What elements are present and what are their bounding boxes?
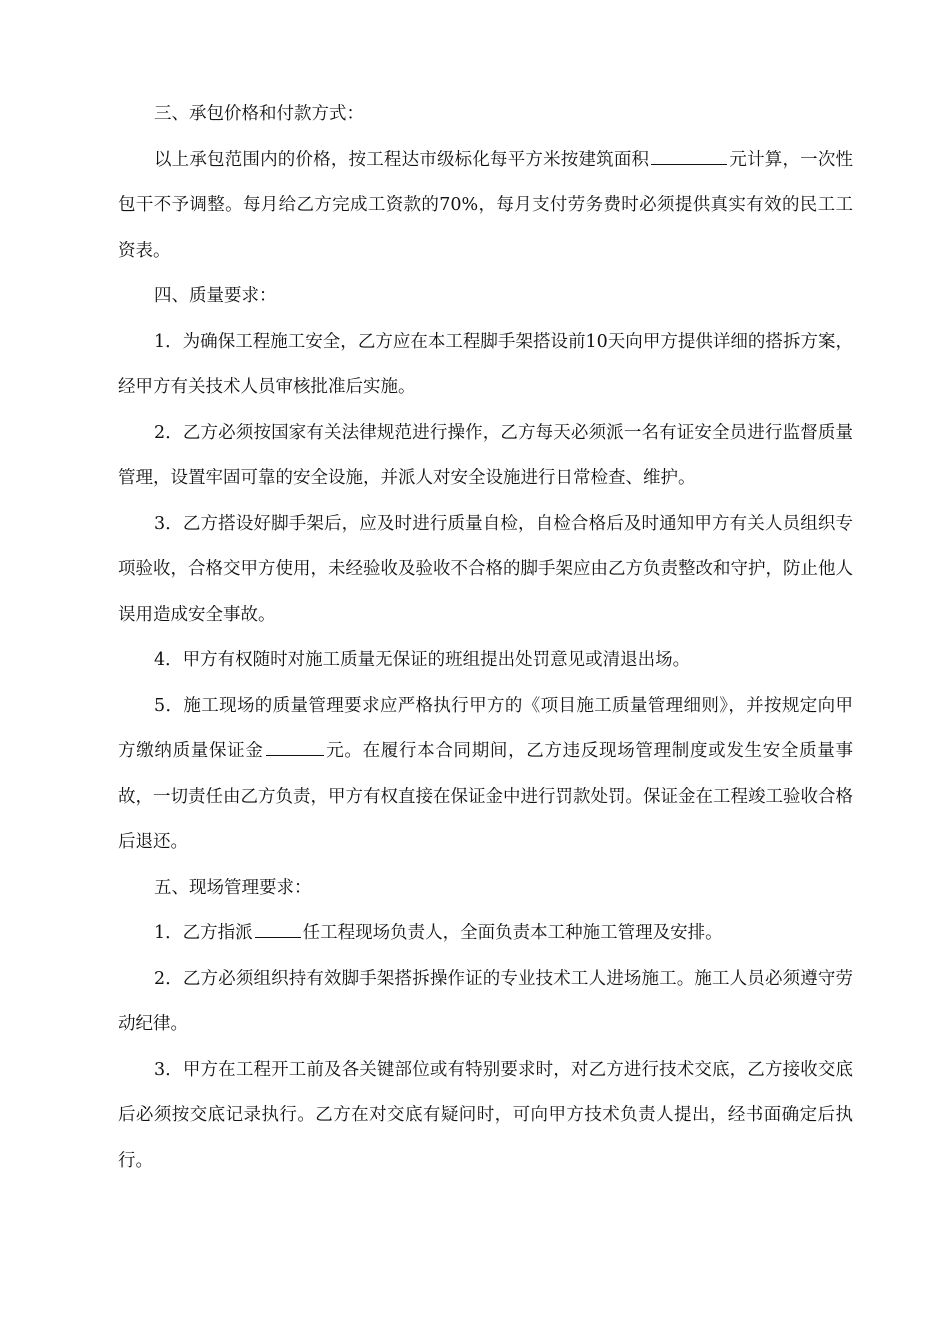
section-4-item-1: 1．为确保工程施工安全，乙方应在本工程脚手架搭设前10天向甲方提供详细的搭拆方案，经甲方有关技术人员审核批准后实施。	[118, 331, 853, 397]
section-5-item-2: 2．乙方必须组织持有效脚手架搭拆操作证的专业技术工人进场施工。施工人员必须遵守劳动纪律。	[118, 968, 853, 1034]
deposit-text-start: 5．施工现场的质量管理要求应严格执行甲方的《项目施工质量管理细则》，并按规定向甲方缴纳质量保证金	[118, 695, 853, 761]
section-5-heading: 五、现场管理要求：	[154, 877, 312, 898]
section-4-item-3: 3．乙方搭设好脚手架后，应及时进行质量自检，自检合格后及时通知甲方有关人员组织专项验收，合格交甲方使用，未经验收及验收不合格的脚手架应由乙方负责整改和守护，防止他人误用造成安全事故。	[118, 513, 853, 625]
section-5-item-3: 3．甲方在工程开工前及各关键部位或有特别要求时，对乙方进行技术交底，乙方接收交底后必须按交底记录执行。乙方在对交底有疑问时，可向甲方技术负责人提出，经书面确定后执行。	[118, 1059, 853, 1171]
price-text-end: 元计算，一次性包干不予调整。每月给乙方完成工资款的70%，每月支付劳务费时必须提供真实有效的民工工资表。	[118, 149, 854, 261]
price-text-start: 以上承包范围内的价格，按工程达市级标化每平方米按建筑面积	[154, 149, 650, 170]
price-per-sqm-blank	[651, 142, 727, 165]
section-3-price-paragraph	[118, 138, 853, 275]
section-4-item-2: 2．乙方必须按国家有关法律规范进行操作，乙方每天必须派一名有证安全员进行监督质量管理，设置牢固可靠的安全设施，并派人对安全设施进行日常检查、维护。	[118, 422, 853, 488]
deposit-text-end: 元。在履行本合同期间，乙方违反现场管理制度或发生安全质量事故，一切责任由乙方负责，甲方有权直接在保证金中进行罚款处罚。保证金在工程竣工验收合格后退还。	[118, 741, 853, 852]
section-3-heading: 三、承包价格和付款方式：	[154, 104, 364, 124]
site-manager-name-blank	[255, 915, 301, 938]
section-4-item-5	[118, 684, 853, 866]
section-4-heading: 四、质量要求：	[154, 286, 277, 306]
deposit-amount-blank	[266, 733, 324, 756]
manager-text-end: 任工程现场负责人，全面负责本工种施工管理及安排。	[302, 923, 723, 943]
manager-text-start: 1．乙方指派	[154, 923, 253, 943]
section-4-item-4: 4．甲方有权随时对施工质量无保证的班组提出处罚意见或清退出场。	[154, 650, 691, 670]
contract-body	[118, 92, 853, 1184]
section-5-item-1	[118, 911, 853, 957]
